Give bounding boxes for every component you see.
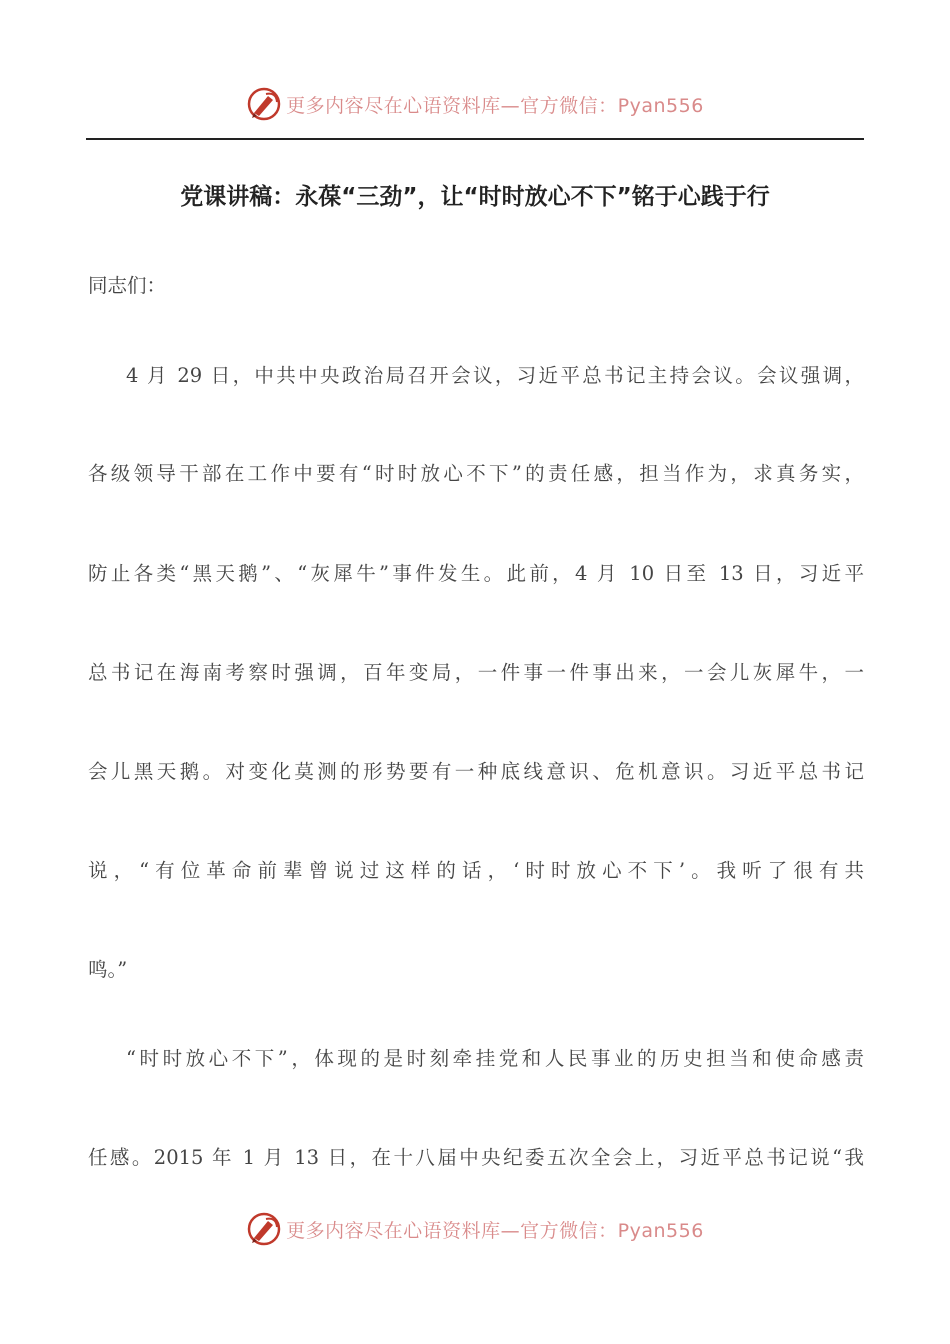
- page-title: 党课讲稿：永葆“三劲”，让“时时放心不下”铭于心践于行: [180, 184, 770, 210]
- header-divider: [86, 138, 864, 140]
- paragraph-line: 防止各类“黑天鹅”、“灰犀牛”事件发生。此前，4 月 10 日至 13 日，习近平: [88, 562, 864, 585]
- paragraph-line: 说，“有位革命前辈曾说过这样的话，‘时时放心不下’。我听了很有共: [88, 859, 864, 882]
- paragraph-line: “时时放心不下”，体现的是时刻牵挂党和人民事业的历史担当和使命感责: [126, 1047, 864, 1070]
- paragraph-line: 总书记在海南考察时强调，百年变局，一件事一件事出来，一会儿灰犀牛，一: [88, 661, 864, 684]
- footer-banner: [0, 1209, 950, 1249]
- header-banner-text: 更多内容尽在心语资料库—官方微信：Pyan556: [286, 94, 704, 117]
- pen-logo-icon: [246, 1211, 282, 1247]
- paragraph-line: 4 月 29 日，中共中央政治局召开会议，习近平总书记主持会议。会议强调，: [126, 364, 864, 387]
- paragraph-line: 各级领导干部在工作中要有“时时放心不下”的责任感，担当作为，求真务实，: [88, 462, 864, 485]
- footer-banner-text: 更多内容尽在心语资料库—官方微信：Pyan556: [286, 1219, 704, 1242]
- pen-logo-icon: [246, 86, 282, 122]
- paragraph-line: 鸣。”: [88, 958, 128, 981]
- salutation: 同志们：: [88, 274, 167, 297]
- paragraph-line: 任感。2015 年 1 月 13 日，在十八届中央纪委五次全会上，习近平总书记说“我: [88, 1146, 864, 1169]
- header-banner: [0, 84, 950, 124]
- paragraph-line: 会儿黑天鹅。对变化莫测的形势要有一种底线意识、危机意识。习近平总书记: [88, 760, 864, 783]
